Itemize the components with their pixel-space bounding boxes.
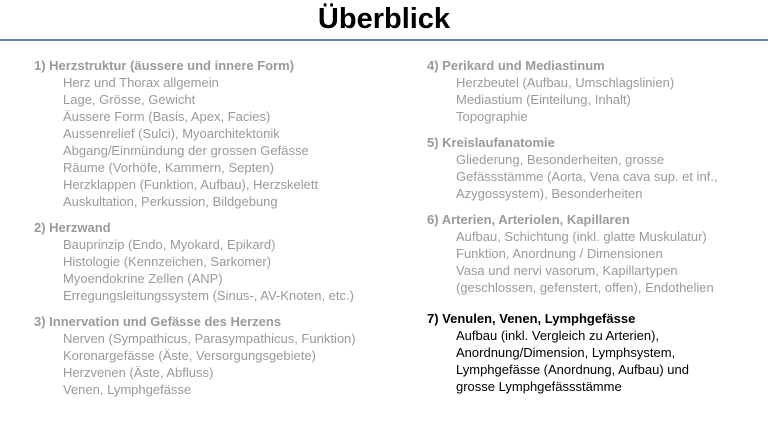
list-item: Koronargefässe (Äste, Versorgungsgebiete) <box>63 348 316 363</box>
list-item: Gefässstämme (Aorta, Vena cava sup. et inf., <box>456 169 718 184</box>
list-item: Histologie (Kennzeichen, Sarkomer) <box>63 254 272 269</box>
list-item: Aufbau, Schichtung (inkl. glatte Muskulatur) <box>456 229 707 244</box>
list-item: Herzbeutel (Aufbau, Umschlagslinien) <box>456 75 675 90</box>
list-item: Abgang/Einmündung der grossen Gefässe <box>63 143 309 158</box>
left-column <box>34 57 404 407</box>
list-item: Gliederung, Besonderheiten, grosse <box>456 152 665 167</box>
list-item: Bauprinzip (Endo, Myokard, Epikard) <box>63 237 276 252</box>
section-perikard <box>427 57 762 125</box>
list-item: Lage, Grösse, Gewicht <box>63 92 196 107</box>
list-item: Mediastium (Einteilung, Inhalt) <box>456 92 631 107</box>
section-heading: 2) Herzwand <box>34 220 111 235</box>
list-item: Nerven (Sympathicus, Parasympathicus, Funktion) <box>63 331 356 346</box>
section-venulen-current <box>427 310 762 395</box>
list-item: Räume (Vorhöfe, Kammern, Septen) <box>63 160 274 175</box>
list-item: Aussenrelief (Sulci), Myoarchitektonik <box>63 126 280 141</box>
list-item: Topographie <box>456 109 528 124</box>
list-item: Anordnung/Dimension, Lymphsystem, <box>456 345 676 360</box>
section-heading: 6) Arterien, Arteriolen, Kapillaren <box>427 212 630 227</box>
list-item: Lymphgefässe (Anordnung, Aufbau) und <box>456 362 689 377</box>
section-heading: 1) Herzstruktur (äussere und innere Form) <box>34 58 295 73</box>
section-heading: 3) Innervation und Gefässe des Herzens <box>34 314 282 329</box>
list-item: Azygossystem), Besonderheiten <box>456 186 643 201</box>
list-item: Herzklappen (Funktion, Aufbau), Herzskelett <box>63 177 319 192</box>
section-kreislauf <box>427 134 762 202</box>
section-heading: 7) Venulen, Venen, Lymphgefässe <box>427 311 636 326</box>
list-item: Herzvenen (Äste, Abfluss) <box>63 365 214 380</box>
list-item: (geschlossen, gefenstert, offen), Endothelien <box>456 280 714 295</box>
right-column <box>427 57 762 404</box>
list-item: Herz und Thorax allgemein <box>63 75 219 90</box>
section-heading: 5) Kreislaufanatomie <box>427 135 555 150</box>
section-herzstruktur <box>34 57 404 210</box>
list-item: Aufbau (inkl. Vergleich zu Arterien), <box>456 328 660 343</box>
list-item: Vasa und nervi vasorum, Kapillartypen <box>456 263 678 278</box>
section-heading: 4) Perikard und Mediastinum <box>427 58 605 73</box>
title-divider <box>0 39 768 41</box>
list-item: Auskultation, Perkussion, Bildgebung <box>63 194 278 209</box>
section-innervation <box>34 313 404 398</box>
list-item: Erregungsleitungssystem (Sinus-, AV-Knoten, etc.) <box>63 288 354 303</box>
list-item: grosse Lymphgefässstämme <box>456 379 622 394</box>
section-arterien <box>427 211 762 296</box>
page-title: Überblick <box>317 3 451 35</box>
list-item: Venen, Lymphgefässe <box>63 382 192 397</box>
list-item: Myoendokrine Zellen (ANP) <box>63 271 223 286</box>
list-item: Äussere Form (Basis, Apex, Facies) <box>63 109 271 124</box>
list-item: Funktion, Anordnung / Dimensionen <box>456 246 663 261</box>
section-herzwand <box>34 219 404 304</box>
